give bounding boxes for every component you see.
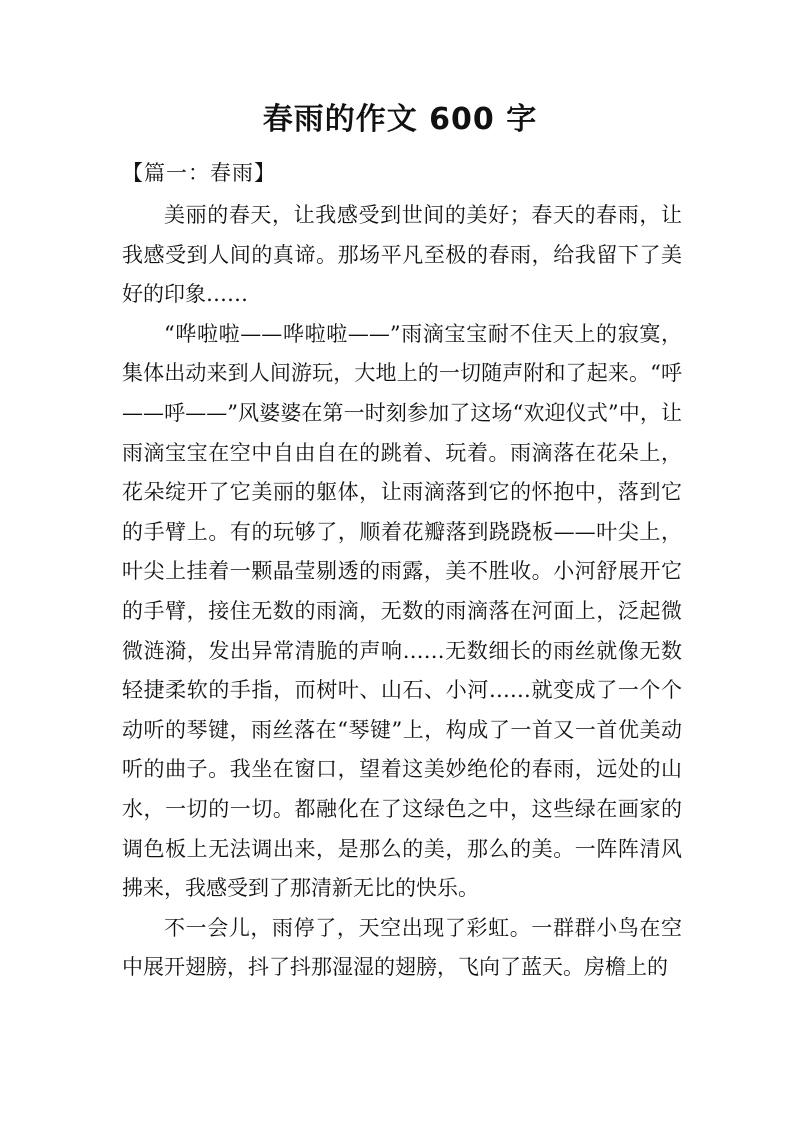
document-title: 春雨的作文 600 字 bbox=[262, 102, 538, 137]
section-heading: 【篇一：春雨】 bbox=[122, 161, 276, 185]
document-body bbox=[122, 196, 682, 988]
paragraph-1: 美丽的春天，让我感受到世间的美好；春天的春雨，让我感受到人间的真谛。那场平凡至极的春雨，给我留下了美好的印象…… bbox=[122, 203, 682, 307]
paragraph-3: 不一会儿，雨停了，天空出现了彩虹。一群群小鸟在空中展开翅膀，抖了抖那湿湿的翅膀，飞向了蓝天。房檐上的 bbox=[122, 915, 682, 980]
paragraph-2: “哗啦啦——哗啦啦——”雨滴宝宝耐不住天上的寂寞，集体出动来到人间游玩，大地上的一切随声附和了起来。“呼——呼——”风婆婆在第一时刻参加了这场“欢迎仪式”中，让雨滴宝宝在空中自由自在的跳着、玩着。雨滴落在花朵上，花朵绽开了它美丽的躯体，让雨滴落到它的怀抱中，落到它的手臂上。有的玩够了，顺着花瓣落到跷跷板——叶尖上，叶尖上挂着一颗晶莹剔透的雨露，美不胜收。小河舒展开它的手臂，接住无数的雨滴，无数的雨滴落在河面上，泛起微微涟漪，发出异常清脆的声响……无数细长的雨丝就像无数轻捷柔软的手指，而树叶、山石、小河……就变成了一个个动听的琴键，雨丝落在“琴键”上，构成了一首又一首优美动听的曲子。我坐在窗口，望着这美妙绝伦的春雨，远处的山水，一切的一切。都融化在了这绿色之中，这些绿在画家的调色板上无法调出来，是那么的美，那么的美。一阵阵清风拂来，我感受到了那清新无比的快乐。 bbox=[122, 321, 682, 901]
